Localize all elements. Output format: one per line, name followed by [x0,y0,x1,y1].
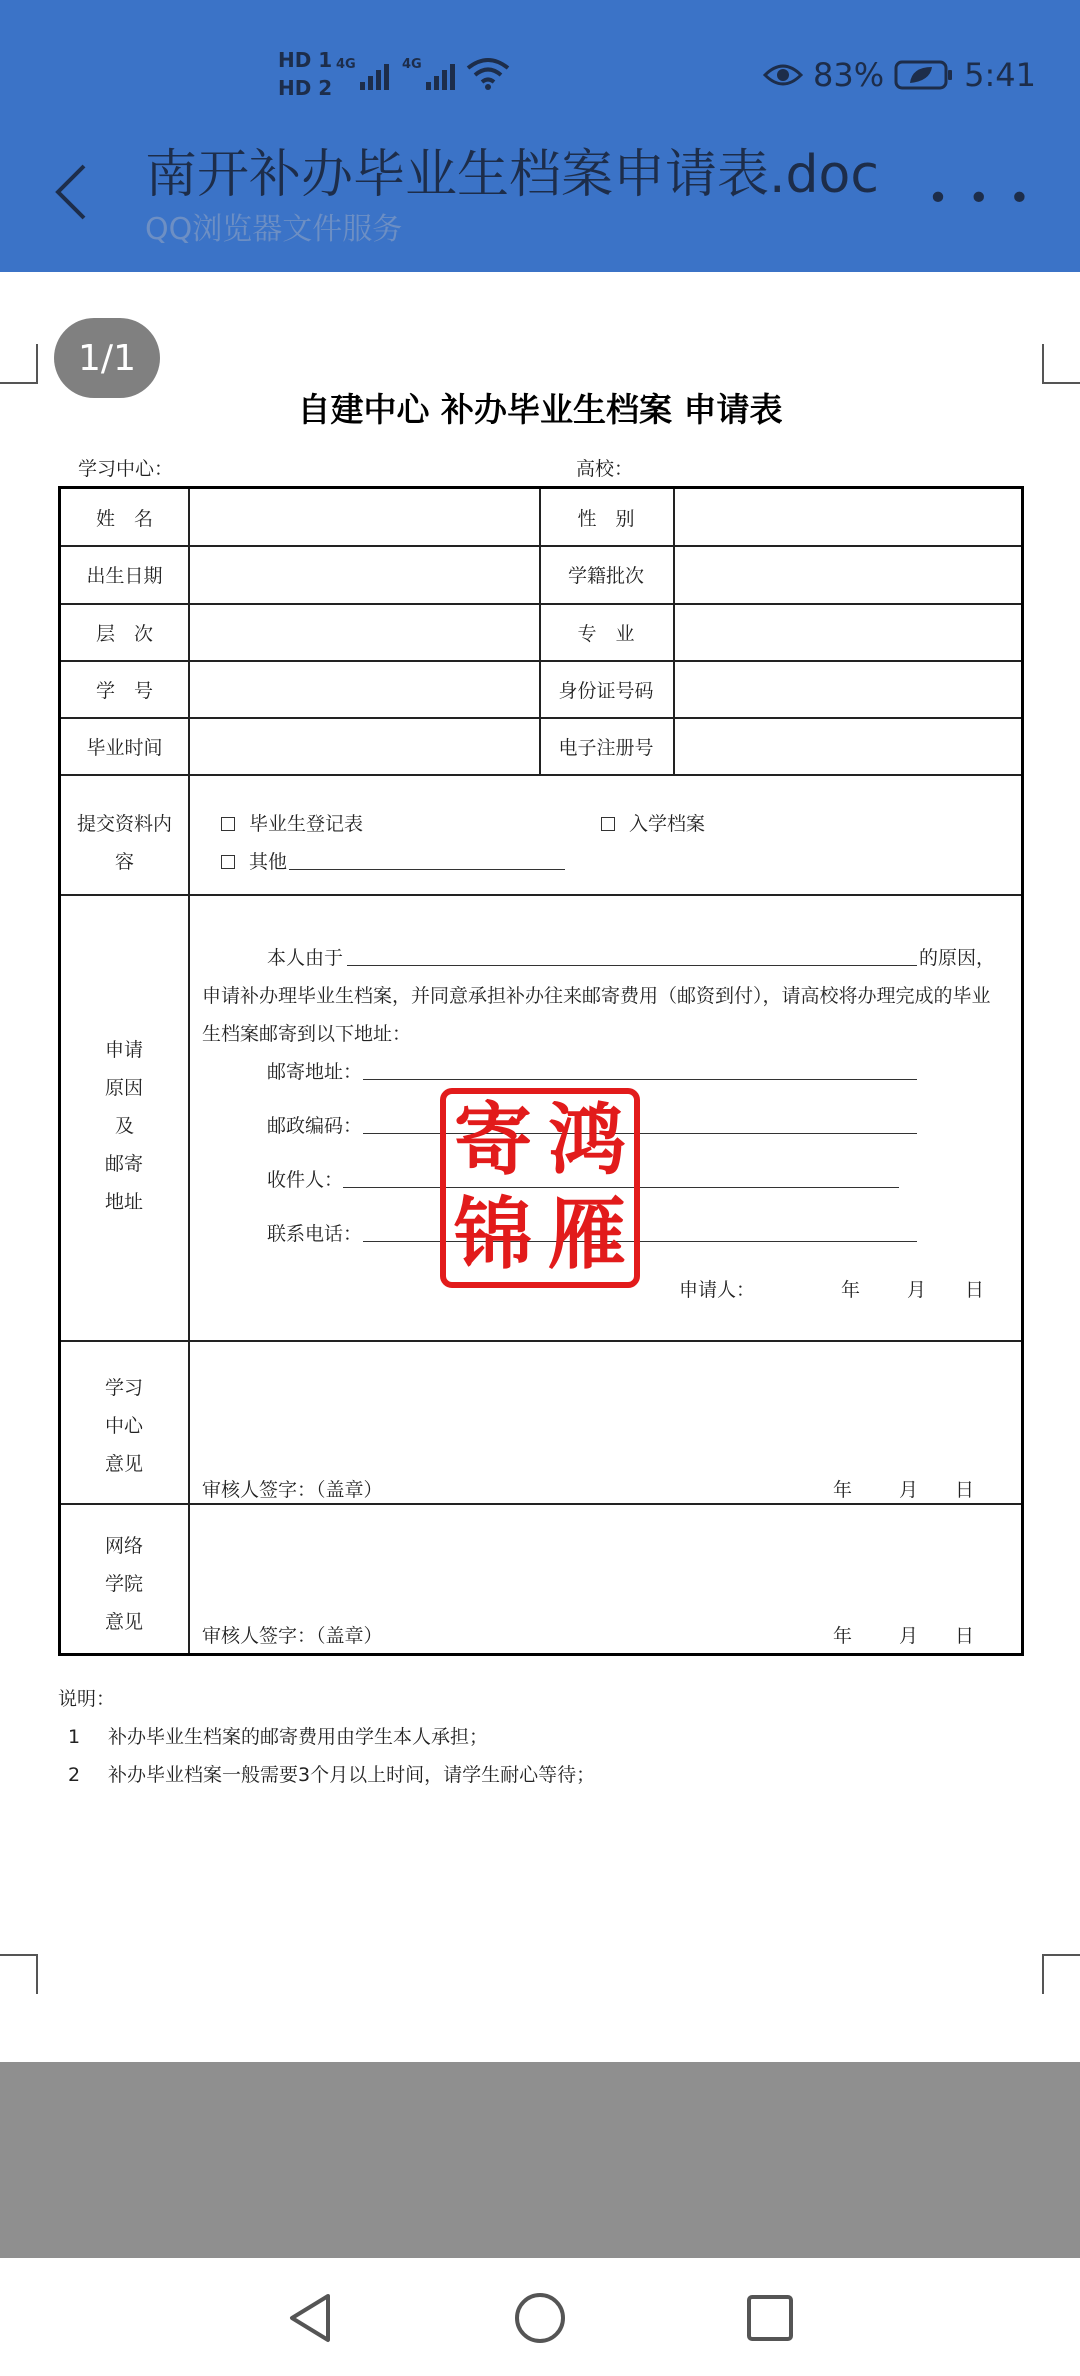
label-gender: 性 别 [577,507,635,530]
document-title: 自建中心 补办毕业生档案 申请表 [297,390,783,429]
application-form-table [58,486,1024,1656]
college-opinion-3: 意见 [105,1611,144,1633]
center-opinion-3: 意见 [105,1453,144,1475]
school-label: 高校： [576,458,634,480]
label-birth-date: 出生日期 [86,565,163,587]
college-opinion-2: 学院 [105,1573,144,1595]
note-item: 2 补办毕业档案一般需要3个月以上时间，请学生耐心等待； [68,1764,596,1786]
checkbox-icon [221,817,235,831]
nav-back-icon[interactable] [280,2288,340,2348]
battery-icon [894,59,954,91]
notes-heading: 说明： [58,1688,116,1710]
label-day: 日 [965,1279,985,1301]
label-month: 月 [899,1625,919,1647]
reviewer-signature-label: 审核人签字：（盖章） [202,1625,383,1647]
back-button[interactable] [50,162,90,222]
notes-section [58,1680,595,1794]
label-id-card-number: 身份证号码 [558,679,654,702]
sim-indicator: HD 1 HD 2 [278,48,333,100]
center-opinion-2: 中心 [105,1415,144,1437]
svg-text:4G: 4G [402,57,422,72]
file-title: 南开补办毕业生档案申请表.doc [145,145,879,205]
note-item: 1 补办毕业生档案的邮寄费用由学生本人承担； [68,1726,489,1748]
checkbox-icon [601,817,615,831]
clock: 5:41 [964,56,1036,94]
label-submitted-materials-2: 容 [115,851,135,873]
label-reason-1: 申请 [105,1039,144,1061]
label-major: 专 业 [577,622,635,645]
label-year: 年 [833,1625,853,1647]
label-day: 日 [955,1479,975,1501]
battery-percent: 83% [813,56,885,94]
label-reason-2: 原因 [105,1077,144,1099]
reason-line-3: 生档案邮寄到以下地址： [202,1023,412,1045]
checkbox-icon [221,855,235,869]
center-opinion-1: 学习 [105,1377,144,1399]
nav-recents-icon[interactable] [740,2288,800,2348]
label-name: 姓 名 [95,507,153,530]
label-e-registration-number: 电子注册号 [558,736,654,759]
learning-center-label: 学习中心： [78,458,174,480]
label-graduation-time: 毕业时间 [86,736,163,759]
crop-mark [0,1954,38,1994]
file-service-label: QQ浏览器文件服务 [145,212,403,247]
svg-text:4G: 4G [336,57,356,72]
reason-line-2: 申请补办理毕业生档案，并同意承担补办往来邮寄费用（邮资到付），请高校将办理完成的毕业 [202,985,991,1007]
checkbox-graduate-registration: 毕业生登记表 [221,809,363,836]
label-year: 年 [833,1479,853,1501]
label-reason-4: 邮寄 [105,1153,144,1175]
label-month: 月 [907,1279,927,1301]
more-options-button[interactable]: • • • [927,178,1034,219]
label-year: 年 [841,1279,861,1301]
checkbox-enrollment-file: 入学档案 [601,809,705,836]
label-postal-address: 邮寄地址： [267,1061,363,1083]
app-header [0,0,1080,272]
page-indicator: 1/1 [54,318,160,398]
label-recipient: 收件人： [267,1169,344,1191]
nav-home-icon[interactable] [510,2288,570,2348]
label-phone: 联系电话： [267,1223,363,1245]
signal-icon-1 [336,54,394,94]
reason-line-end: 的原因， [919,947,996,969]
signal-icon-2 [402,54,460,94]
label-level: 层 次 [95,622,153,645]
label-student-id: 学 号 [95,679,153,702]
viewer-background [0,2062,1080,2258]
label-postal-code: 邮政编码： [267,1115,363,1137]
label-submitted-materials: 提交资料内 [77,813,173,835]
crop-mark [1042,344,1080,384]
college-opinion-1: 网络 [105,1535,144,1557]
label-reason-3: 及 [115,1115,135,1137]
label-month: 月 [899,1479,919,1501]
crop-mark [0,344,38,384]
label-applicant: 申请人： [679,1279,756,1301]
checkbox-other: 其他 [221,847,287,874]
status-right [763,56,1036,94]
status-bar [0,40,1080,110]
wifi-icon [466,56,510,92]
label-day: 日 [955,1625,975,1647]
system-nav-bar [0,2258,1080,2376]
label-reason-5: 地址 [105,1191,144,1213]
crop-mark [1042,1954,1080,1994]
label-enrollment-batch: 学籍批次 [567,565,644,587]
red-seal-stamp: 寄 鸿 锦 雁 [440,1088,640,1288]
reason-line-start: 本人由于 [267,947,344,969]
eye-icon [763,61,803,89]
reviewer-signature-label: 审核人签字：（盖章） [202,1479,383,1501]
